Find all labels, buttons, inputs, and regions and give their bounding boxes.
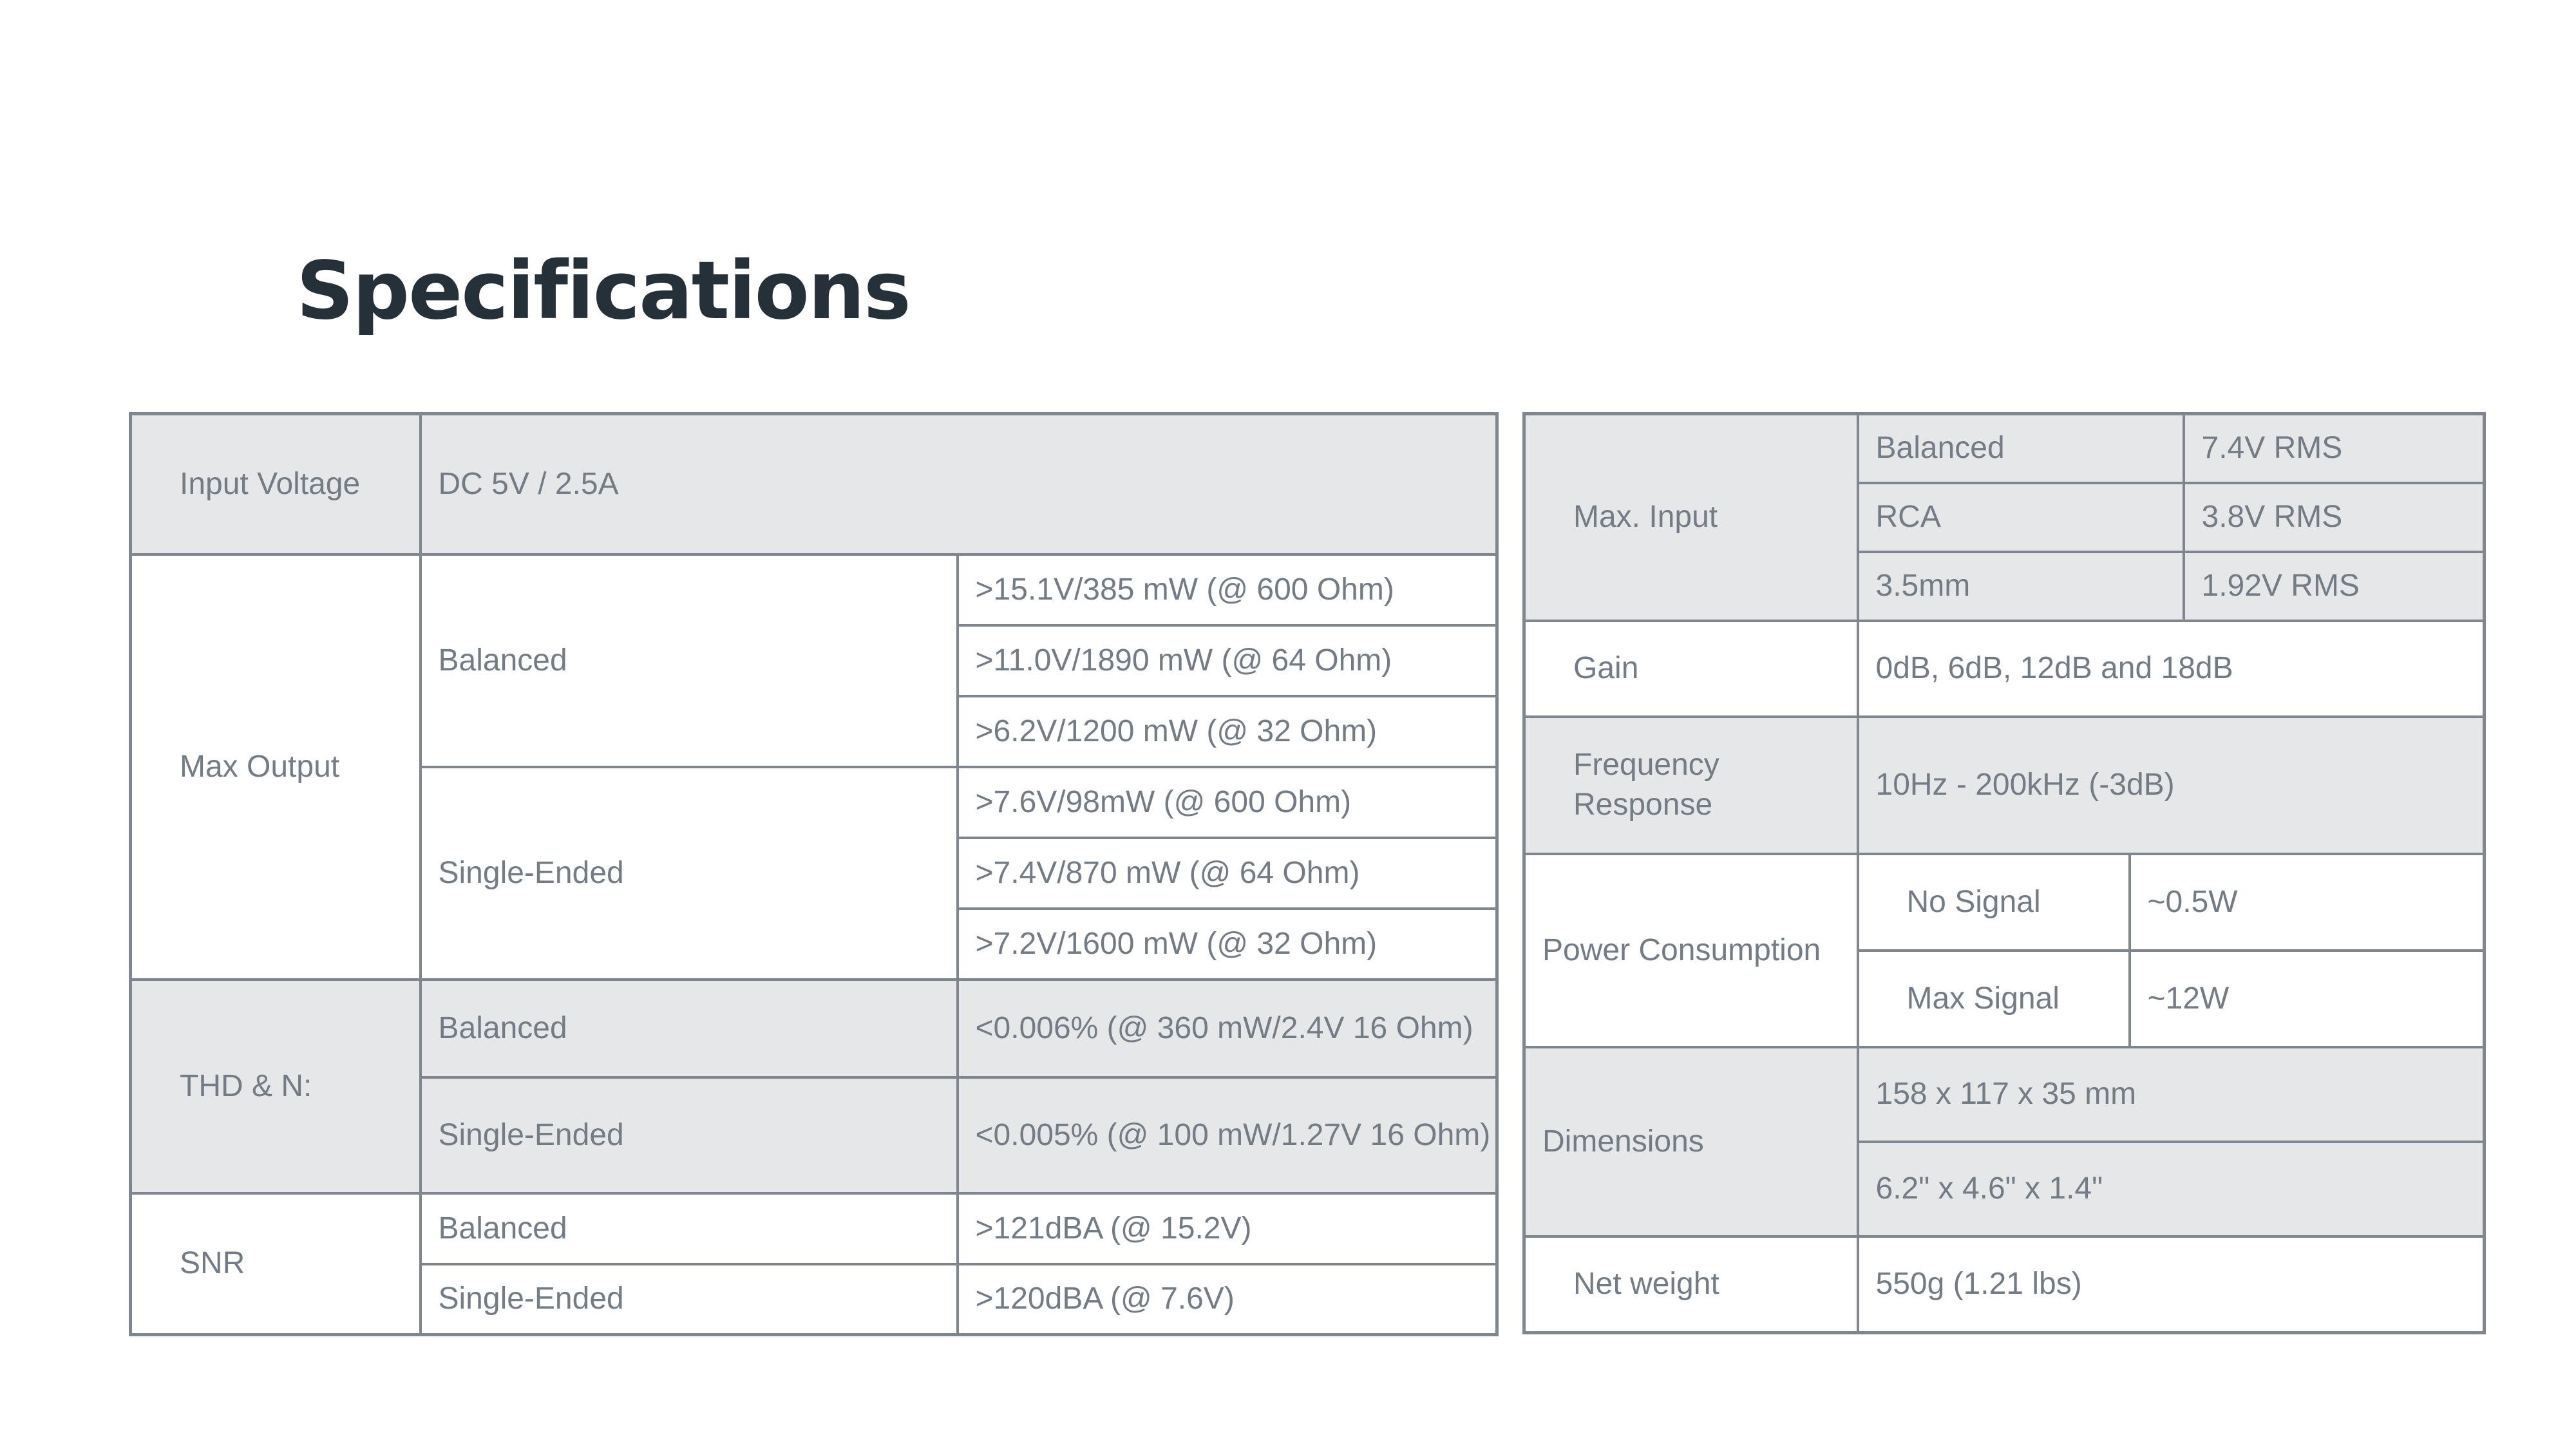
thd-n-single-ended-value: <0.005% (@ 100 mW/1.27V 16 Ohm) bbox=[958, 1077, 1497, 1193]
frequency-response-value: 10Hz - 200kHz (-3dB) bbox=[1858, 717, 2485, 854]
input-voltage-label: Input Voltage bbox=[131, 414, 421, 554]
snr-balanced-value: >121dBA (@ 15.2V) bbox=[958, 1193, 1497, 1264]
output-spec-table bbox=[129, 412, 1499, 1336]
max-output-balanced-value: >11.0V/1890 mW (@ 64 Ohm) bbox=[958, 625, 1497, 696]
frequency-response-label: Frequency Response bbox=[1524, 717, 1858, 854]
power-consumption-label: Power Consumption bbox=[1524, 854, 1858, 1047]
max-output-single-ended-value: >7.4V/870 mW (@ 64 Ohm) bbox=[958, 838, 1497, 909]
gain-label: Gain bbox=[1524, 621, 1858, 717]
general-spec-table bbox=[1522, 412, 2486, 1334]
max-output-balanced-value: >6.2V/1200 mW (@ 32 Ohm) bbox=[958, 696, 1497, 767]
max-output-balanced-value: >15.1V/385 mW (@ 600 Ohm) bbox=[958, 554, 1497, 625]
max-output-single-ended-label: Single-Ended bbox=[421, 767, 958, 980]
net-weight-label: Net weight bbox=[1524, 1236, 1858, 1333]
spec-row-frequency-response bbox=[1524, 717, 2485, 854]
spec-row-power-consumption bbox=[1524, 854, 2485, 951]
net-weight-value: 550g (1.21 lbs) bbox=[1858, 1236, 2485, 1333]
spec-row-gain bbox=[1524, 621, 2485, 717]
spec-row-max-output bbox=[131, 554, 1497, 625]
max-input-value: 7.4V RMS bbox=[2184, 414, 2485, 483]
thd-n-single-ended-label: Single-Ended bbox=[421, 1077, 958, 1193]
spec-row-snr bbox=[131, 1193, 1497, 1264]
max-output-label: Max Output bbox=[131, 554, 421, 980]
spec-row-thd-n bbox=[131, 980, 1497, 1077]
max-output-single-ended-value: >7.6V/98mW (@ 600 Ohm) bbox=[958, 767, 1497, 838]
max-output-balanced-label: Balanced bbox=[421, 554, 958, 767]
max-input-value: 1.92V RMS bbox=[2184, 552, 2485, 621]
snr-balanced-label: Balanced bbox=[421, 1193, 958, 1264]
max-input-type-label: Balanced bbox=[1858, 414, 2184, 483]
power-consumption-state-label: No Signal bbox=[1858, 854, 2130, 951]
dimensions-imperial-value: 6.2" x 4.6" x 1.4" bbox=[1858, 1142, 2485, 1236]
dimensions-metric-value: 158 x 117 x 35 mm bbox=[1858, 1047, 2485, 1142]
max-output-single-ended-value: >7.2V/1600 mW (@ 32 Ohm) bbox=[958, 909, 1497, 980]
max-input-value: 3.8V RMS bbox=[2184, 483, 2485, 552]
snr-single-ended-label: Single-Ended bbox=[421, 1264, 958, 1335]
dimensions-label: Dimensions bbox=[1524, 1047, 1858, 1236]
thd-n-balanced-label: Balanced bbox=[421, 980, 958, 1077]
thd-n-label: THD & N: bbox=[131, 980, 421, 1193]
snr-label: SNR bbox=[131, 1193, 421, 1335]
thd-n-balanced-value: <0.006% (@ 360 mW/2.4V 16 Ohm) bbox=[958, 980, 1497, 1077]
max-input-label: Max. Input bbox=[1524, 414, 1858, 621]
power-consumption-value: ~0.5W bbox=[2130, 854, 2485, 951]
power-consumption-state-label: Max Signal bbox=[1858, 951, 2130, 1047]
max-input-type-label: 3.5mm bbox=[1858, 552, 2184, 621]
power-consumption-value: ~12W bbox=[2130, 951, 2485, 1047]
spec-row-max-input bbox=[1524, 414, 2485, 483]
snr-single-ended-value: >120dBA (@ 7.6V) bbox=[958, 1264, 1497, 1335]
spec-row-input-voltage bbox=[131, 414, 1497, 554]
max-input-type-label: RCA bbox=[1858, 483, 2184, 552]
spec-row-dimensions bbox=[1524, 1047, 2485, 1142]
input-voltage-value: DC 5V / 2.5A bbox=[421, 414, 1497, 554]
page-title: Specifications bbox=[296, 245, 910, 337]
spec-row-net-weight bbox=[1524, 1236, 2485, 1333]
gain-value: 0dB, 6dB, 12dB and 18dB bbox=[1858, 621, 2485, 717]
